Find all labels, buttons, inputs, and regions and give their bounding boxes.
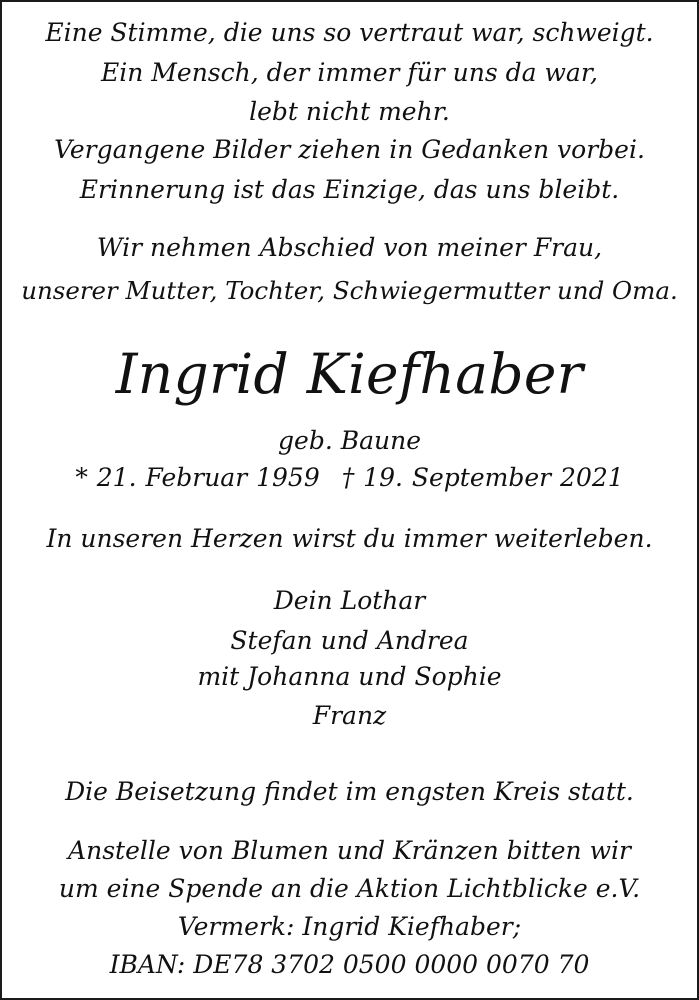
donation-line-2: um eine Spende an die Aktion Lichtblicke e.V. [58, 874, 641, 903]
birth-name: geb. Baune [278, 426, 421, 455]
burial-note: Die Beisetzung findet im engsten Kreis statt. [65, 777, 634, 806]
mourner-line-3: mit Johanna und Sophie [197, 662, 502, 691]
donation-line-3: Vermerk: Ingrid Kiefhaber; [177, 912, 522, 941]
birth-date: * 21. Februar 1959 [75, 463, 320, 492]
mourner-line-4: Franz [312, 701, 387, 730]
deceased-name: Ingrid Kiefhaber [115, 342, 584, 406]
mourner-line-2: Stefan und Andrea [230, 626, 469, 655]
farewell-line-2: unserer Mutter, Tochter, Schwiegermutter und Oma. [21, 276, 678, 305]
poem-line-5: Erinnerung ist das Einzige, das uns bleibt. [79, 175, 620, 204]
poem-line-1: Eine Stimme, die uns so vertraut war, schweigt. [45, 18, 654, 47]
life-dates [2, 463, 697, 493]
donation-line-4: IBAN: DE78 3702 0500 0000 0070 70 [109, 950, 590, 979]
poem-line-4: Vergangene Bilder ziehen in Gedanken vorbei. [54, 135, 645, 164]
mourner-line-1: Dein Lothar [273, 586, 426, 615]
poem-line-3: lebt nicht mehr. [249, 97, 450, 126]
farewell-line-1: Wir nehmen Abschied von meiner Frau, [96, 233, 603, 262]
poem-line-2: Ein Mensch, der immer für uns da war, [101, 58, 598, 87]
motto: In unseren Herzen wirst du immer weiterleben. [46, 524, 653, 553]
donation-line-1: Anstelle von Blumen und Kränzen bitten wir [68, 836, 631, 865]
death-date: † 19. September 2021 [341, 463, 624, 492]
